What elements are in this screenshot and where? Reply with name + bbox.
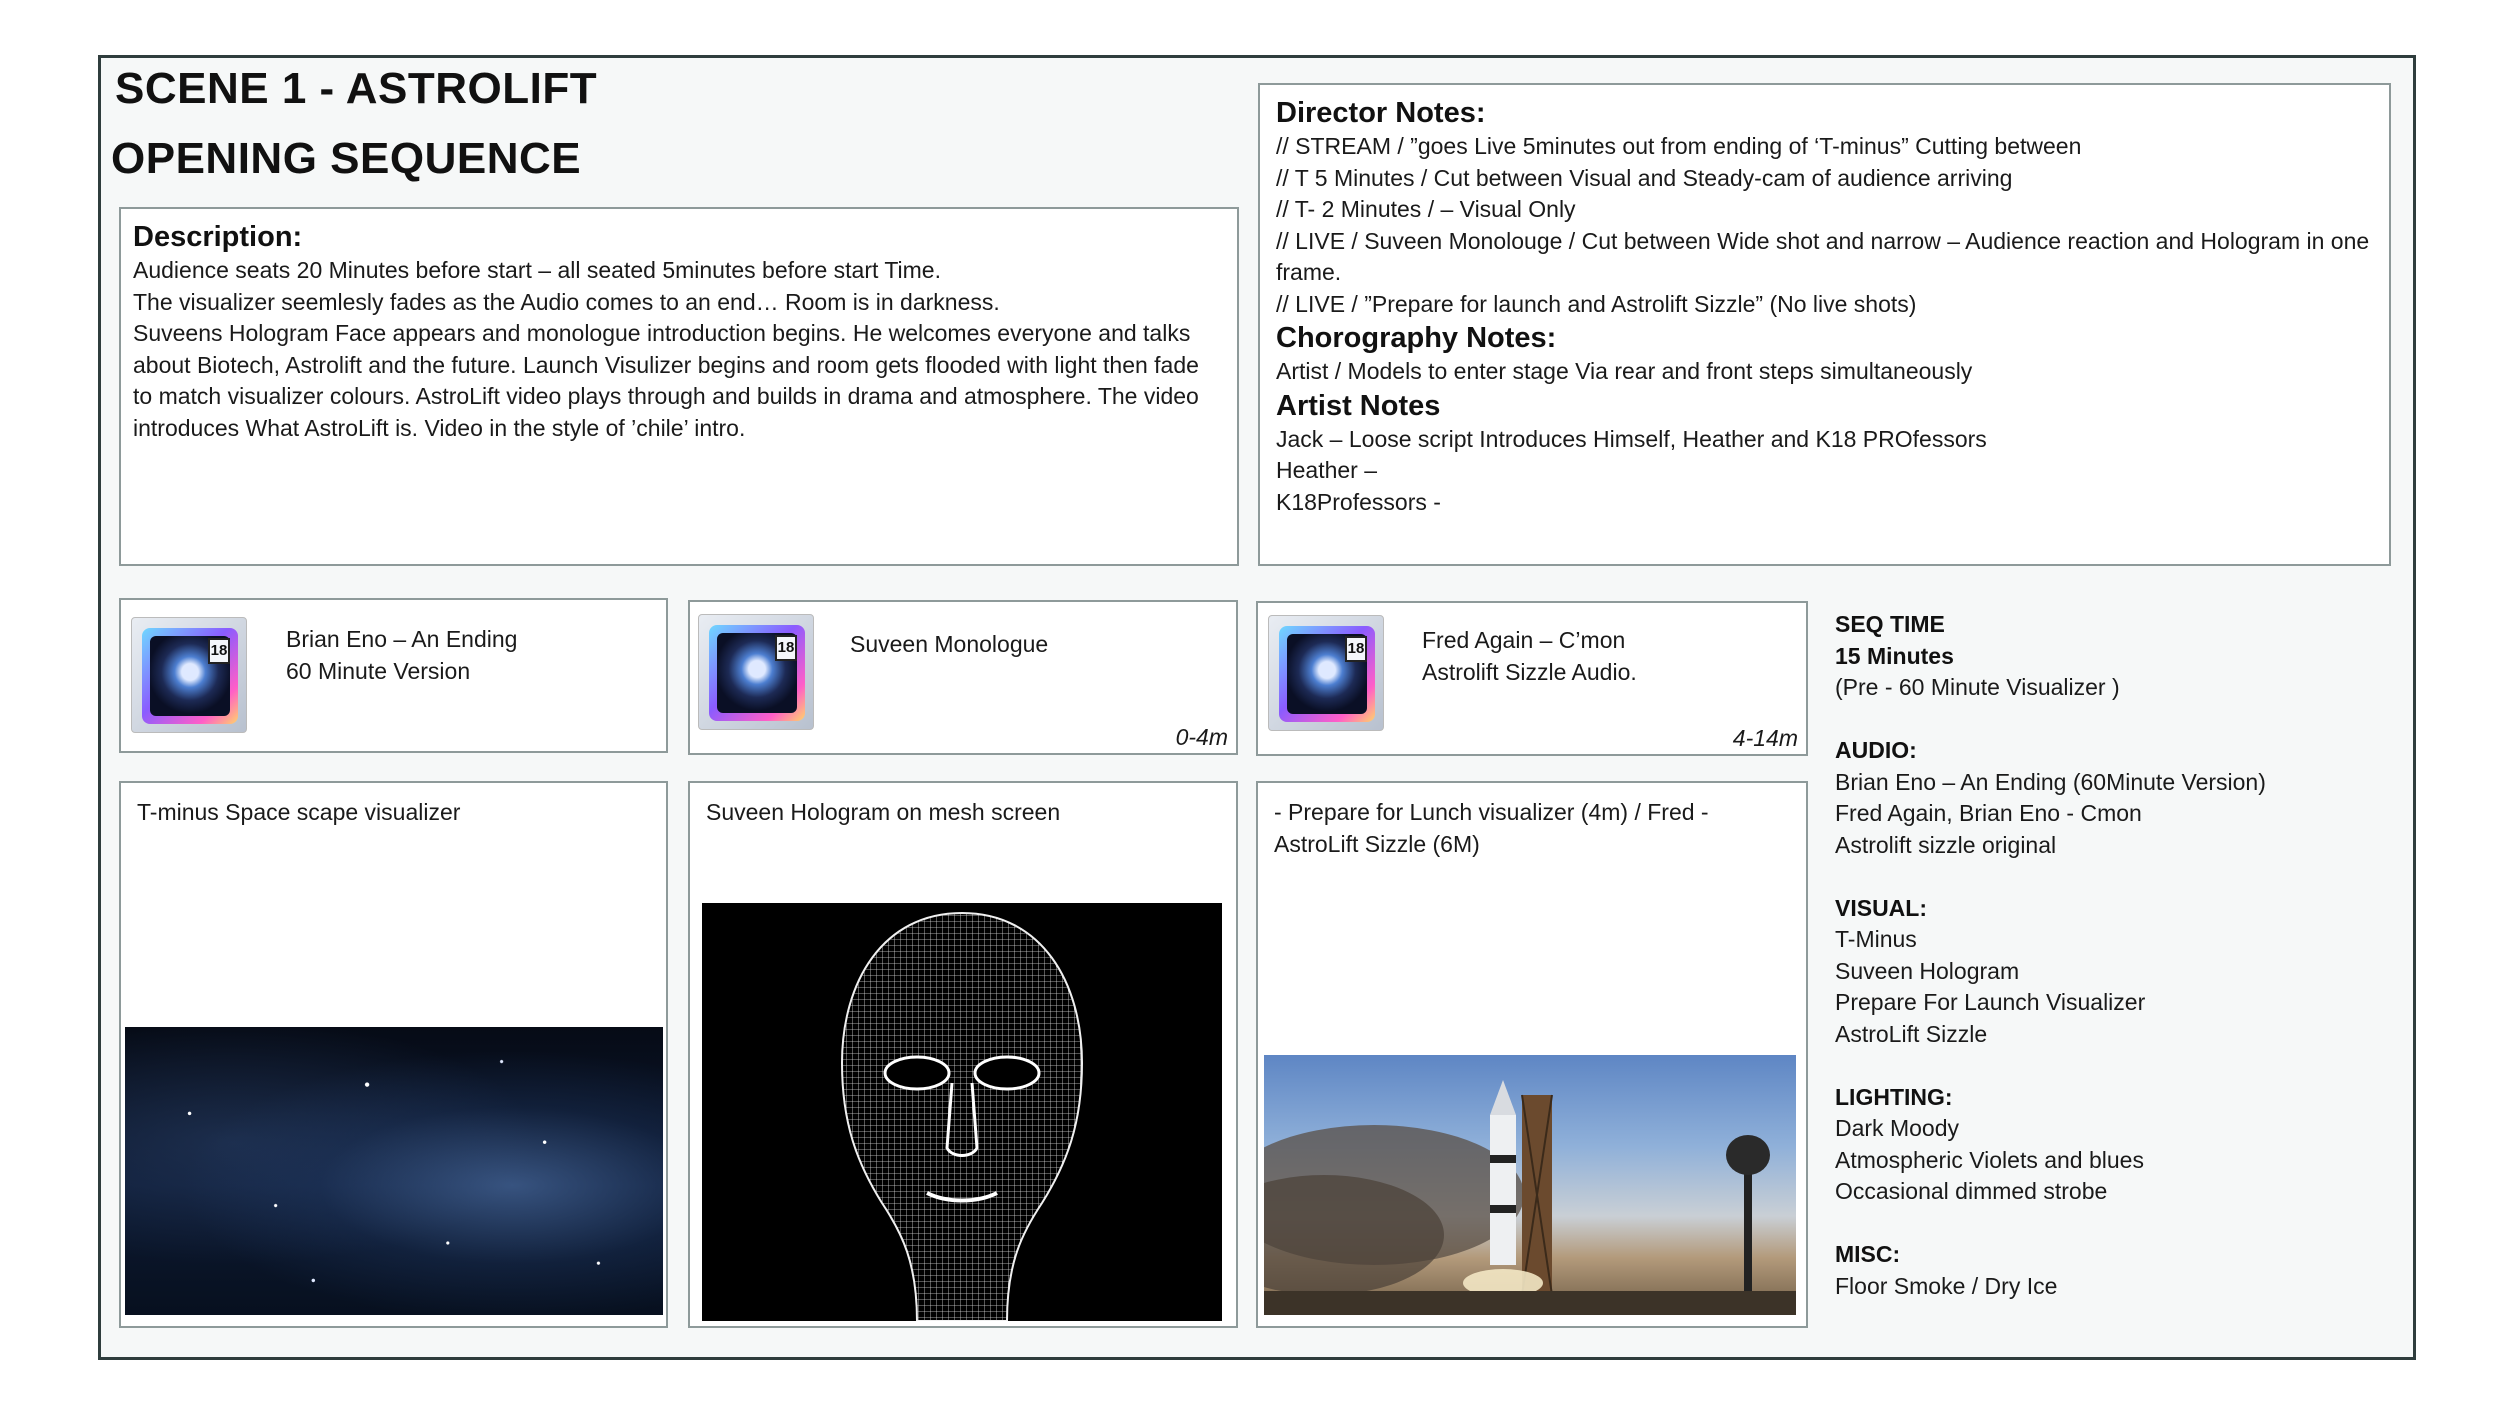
audio-heading: AUDIO:: [1835, 737, 1917, 763]
visual-label: T-minus Space scape visualizer: [137, 799, 461, 825]
audio-track-title: Suveen Monologue: [850, 631, 1049, 657]
audio-card: [688, 600, 1238, 755]
choreography-note-line: Artist / Models to enter stage Via rear and front steps simultaneously: [1276, 358, 1973, 384]
description-paragraph: Suveens Hologram Face appears and monologue introduction begins. He welcomes everyone and talks about Biotech, Astrolift and the future. Launch Visulizer begins and room gets flooded with light then fade to match visualizer colours. AstroLift video plays through and builds in drama and atmosphere. The video introduces What AstroLift is. Video in the style of ’chile’ intro.: [133, 320, 1199, 441]
visual-card: [1256, 781, 1808, 1328]
sequence-title: OPENING SEQUENCE: [111, 134, 582, 183]
audio-track-subtitle: Astrolift Sizzle Audio.: [1422, 659, 1637, 685]
wireframe-face-image: [702, 903, 1222, 1321]
artist-note-line: Jack – Loose script Introduces Himself, Heather and K18 PROfessors: [1276, 425, 1987, 452]
visual-label: Suveen Hologram on mesh screen: [706, 799, 1061, 825]
audio-timing: 0-4m: [1175, 724, 1228, 750]
description-paragraph: Audience seats 20 Minutes before start – all seated 5minutes before start Time.: [133, 257, 941, 283]
audio-line: Astrolift sizzle original: [1835, 831, 2057, 858]
description-panel: [119, 207, 1239, 566]
scene-title: SCENE 1 - ASTROLIFT: [115, 64, 598, 113]
audio-timing: 4-14m: [1732, 725, 1798, 751]
visual-line: AstroLift Sizzle: [1835, 1020, 1988, 1047]
visual-card: [688, 781, 1238, 1328]
lighting-line: Occasional dimmed strobe: [1835, 1178, 2108, 1204]
director-note-line: // STREAM / ”goes Live 5minutes out from ending of ‘T-minus” Cutting between: [1276, 133, 2082, 159]
visual-line: Prepare For Launch Visualizer: [1835, 989, 2146, 1015]
seq-time-note: (Pre - 60 Minute Visualizer ): [1835, 674, 2120, 700]
director-notes-heading: Director Notes:: [1276, 97, 1486, 129]
seq-time-value: 15 Minutes: [1835, 642, 1954, 669]
album-art-icon: 18: [698, 614, 814, 730]
audio-card: [119, 598, 668, 753]
starfield-image: [125, 1027, 663, 1315]
lighting-line: Dark Moody: [1835, 1115, 1959, 1141]
artist-note-line: K18Professors -: [1276, 488, 1441, 515]
visual-card: [119, 781, 668, 1328]
misc-line: Floor Smoke / Dry Ice: [1835, 1272, 2058, 1299]
lighting-line: Atmospheric Violets and blues: [1835, 1146, 2144, 1173]
misc-heading: MISC:: [1835, 1241, 1901, 1267]
description-heading: Description:: [133, 221, 303, 253]
artist-note-line: Heather –: [1276, 457, 1378, 483]
choreography-notes-heading: Chorography Notes:: [1276, 322, 1557, 354]
director-note-line: // LIVE / Suveen Monolouge / Cut between Wide shot and narrow – Audience reaction and Hologram in one frame.: [1276, 227, 2370, 285]
audio-track-title: Fred Again – C’mon: [1422, 627, 1626, 653]
notes-panel: [1258, 83, 2391, 566]
audio-card: [1256, 601, 1808, 756]
description-paragraph: The visualizer seemlesly fades as the Audio comes to an end… Room is in darkness.: [133, 288, 1000, 315]
sequence-summary: [1835, 609, 2395, 1302]
visual-heading: VISUAL:: [1835, 894, 1927, 921]
rocket-launch-image: [1264, 1055, 1796, 1315]
director-note-line: // T 5 Minutes / Cut between Visual and Steady-cam of audience arriving: [1276, 164, 2013, 191]
audio-line: Brian Eno – An Ending (60Minute Version): [1835, 768, 2266, 795]
audio-line: Fred Again, Brian Eno - Cmon: [1835, 800, 2142, 826]
album-art-icon: 18: [131, 617, 247, 733]
audio-track-title: Brian Eno – An Ending: [286, 626, 518, 652]
director-note-line: // LIVE / ”Prepare for launch and Astrolift Sizzle” (No live shots): [1276, 290, 1917, 317]
artist-notes-heading: Artist Notes: [1276, 389, 1441, 422]
seq-time-heading: SEQ TIME: [1835, 611, 1945, 637]
visual-line: Suveen Hologram: [1835, 957, 2020, 984]
lighting-heading: LIGHTING:: [1835, 1083, 1953, 1110]
visual-line: T-Minus: [1835, 926, 1917, 952]
director-note-line: // T- 2 Minutes / – Visual Only: [1276, 196, 1576, 222]
album-art-icon: 18: [1268, 615, 1384, 731]
visual-label: - Prepare for Lunch visualizer (4m) / Fred - AstroLift Sizzle (6M): [1274, 799, 1709, 857]
audio-track-subtitle: 60 Minute Version: [286, 658, 471, 684]
